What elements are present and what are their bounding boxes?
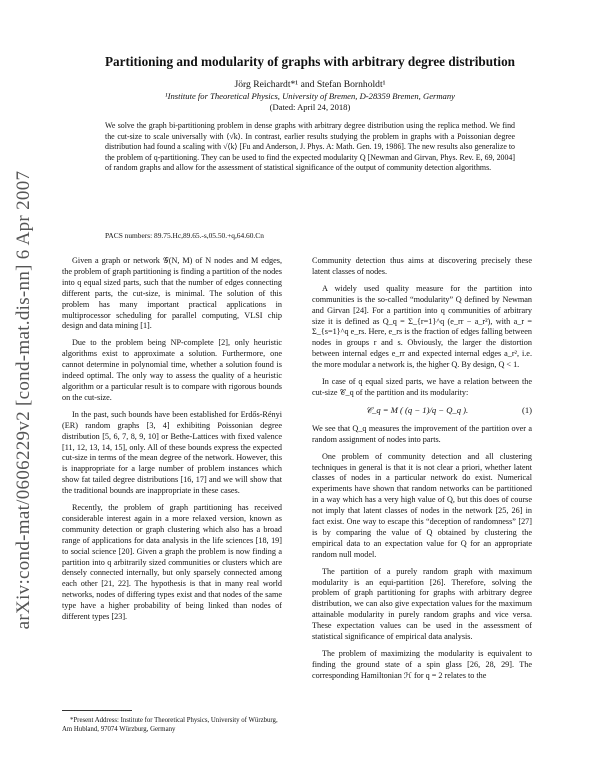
paragraph: The problem of maximizing the modularity is equivalent to finding the ground state of a spin glass [26, 28, 29]. The corresponding Hamiltonian ℋ for q = 2 relates to the (312, 649, 532, 680)
affiliation: ¹Institute for Theoretical Physics, University of Bremen, D-28359 Bremen, Germany (165, 91, 455, 101)
author-list: Jörg Reichardt*¹ and Stefan Bornholdt¹ (234, 79, 386, 90)
equation-body: 𝒞_q = M ( (q − 1)/q − Q_q ). (365, 404, 469, 415)
left-column (62, 256, 282, 629)
date-line: (Dated: April 24, 2018) (269, 102, 351, 112)
equation-1 (312, 405, 532, 416)
footnote: *Present Address: Institute for Theoretical Physics, University of Würzburg, Am Hubland, 97074 Würzburg, Germany (62, 717, 278, 733)
paragraph: Due to the problem being NP-complete [2], only heuristic algorithms exist to approximate a solution. Furthermore, one cannot determine in polynomial time, whether a solution found is indeed optimal. The only way to assess the quality of a heuristic algorithm or a particular result is to compare with rigorous bounds on the cut-size. (62, 338, 282, 402)
right-column (312, 256, 532, 688)
arxiv-identifier: arXiv:cond-mat/0606229v2 [cond-mat.dis-nn] 6 Apr 2007 (13, 170, 34, 630)
paragraph: One problem of community detection and all clustering techniques in general is that it is not clear a priori, whether latent classes of nodes in a particular network do exist. Numerical experiments have shown that random networks can be partitioned in a way which has a very high value of Q, but this does of course not imply that latent classes of nodes in the network [25, 26] in fact exist. One way to escape this “deception of randomness” [27] is by comparing the value of Q obtained by clustering the empirical data to an expectation value for Q for an appropriate random null model. (312, 451, 532, 559)
paragraph: In the past, such bounds have been established for Erdős-Rényi (ER) random graphs [3, 4] exhibiting Poissonian degree distribution [5, 6, 7, 8, 9, 10] or Bethe-Lattices with fixed valence [11, 12, 13, 14, 15], only. All of these bounds express the expected cut-size in terms of the mean degree of the network. However, this is inappropriate for a large number of problem instances which show fat tailed degree distributions [16, 17] and we will show that the traditional bounds are inappropriate in these cases. (62, 409, 282, 496)
pacs-numbers: PACS numbers: 89.75.Hc,89.65.-s,05.50.+q,64.60.Cn (105, 231, 264, 240)
paragraph: A widely used quality measure for the partition into communities is the so-called “modularity” Q defined by Newman and Girvan [24]. For a partition into q communities of arbitrary size it is defined as Q_q = Σ_{r=1}^q (e_rr − a_r²), with a_r = Σ_{s=1}^q e_rs. Here, e_rs is the fraction of edges falling between nodes in groups r and s. Obviously, the larger the distortion between internal edges e_rr and expected internal edges a_r², i.e. the more modular a network is, the higher Q. By design, Q < 1. (312, 283, 532, 370)
paper-title: Partitioning and modularity of graphs with arbitrary degree distribution (104, 54, 516, 69)
paragraph: The partition of a purely random graph with maximum modularity is an equi-partition [26]. Therefore, solving the problem of graph partitioning for graphs with arbitrary degree distribution, we can also give expectation values for the maximum attainable modularity in purely random graphs and vice versa. These expectation values can be used in the assessment of statistical significance of empirical data analysis. (312, 566, 532, 642)
paragraph: We see that Q_q measures the improvement of the partition over a random assignment of nodes into parts. (312, 423, 532, 444)
equation-number: (1) (521, 404, 532, 415)
paragraph: Recently, the problem of graph partitioning has received considerable interest again in a more relaxed version, known as community detection or graph clustering which also has a broad range of applications for data analysis in the life sciences [18, 19] to social science [20]. Given a graph the problem is now finding a partition into q arbitrarily sized communities or clusters which are densely connected internally, but only sparsely connected among each other [21, 22]. The hypothesis is that in many real world networks, nodes of differing types exist and that nodes of the same type have a higher probability of being linked than nodes of different types [23]. (62, 503, 282, 622)
arxiv-sidebar (6, 140, 42, 660)
footnote-divider (62, 710, 132, 711)
paragraph: In case of q equal sized parts, we have a relation between the cut-size 𝒞_q of the partition and its modularity: (312, 377, 532, 397)
abstract: We solve the graph bi-partitioning problem in dense graphs with arbitrary degree distribution using the replica method. We find the cut-size to scale universally with ⟨√k⟩. In contrast, earlier results studying the problem in graphs with a Poissonian degree distribution had found a scaling with √⟨k⟩ [Fu and Anderson, J. Phys. A: Math. Gen. 19, 1986]. The new results also generalize to the problem of q-partitioning. They can be used to find the expected modularity Q [Newman and Girvan, Phys. Rev. E, 69, 2004] of random graphs and allow for the assessment of statistical significance of the output of community detection algorithms. (105, 121, 515, 173)
paragraph: Given a graph or network 𝒢(N, M) of N nodes and M edges, the problem of graph partitioning is finding a partition of the nodes into q equal sized parts, such that the number of edges connecting different parts, the cut-size, is minimal. The solution of this problem has many important practical applications in multiprocessor scheduling for parallel computing, VLSI chip design and data mining [1]. (62, 256, 282, 331)
paragraph: Community detection thus aims at discovering precisely these latent classes of nodes. (312, 256, 532, 276)
